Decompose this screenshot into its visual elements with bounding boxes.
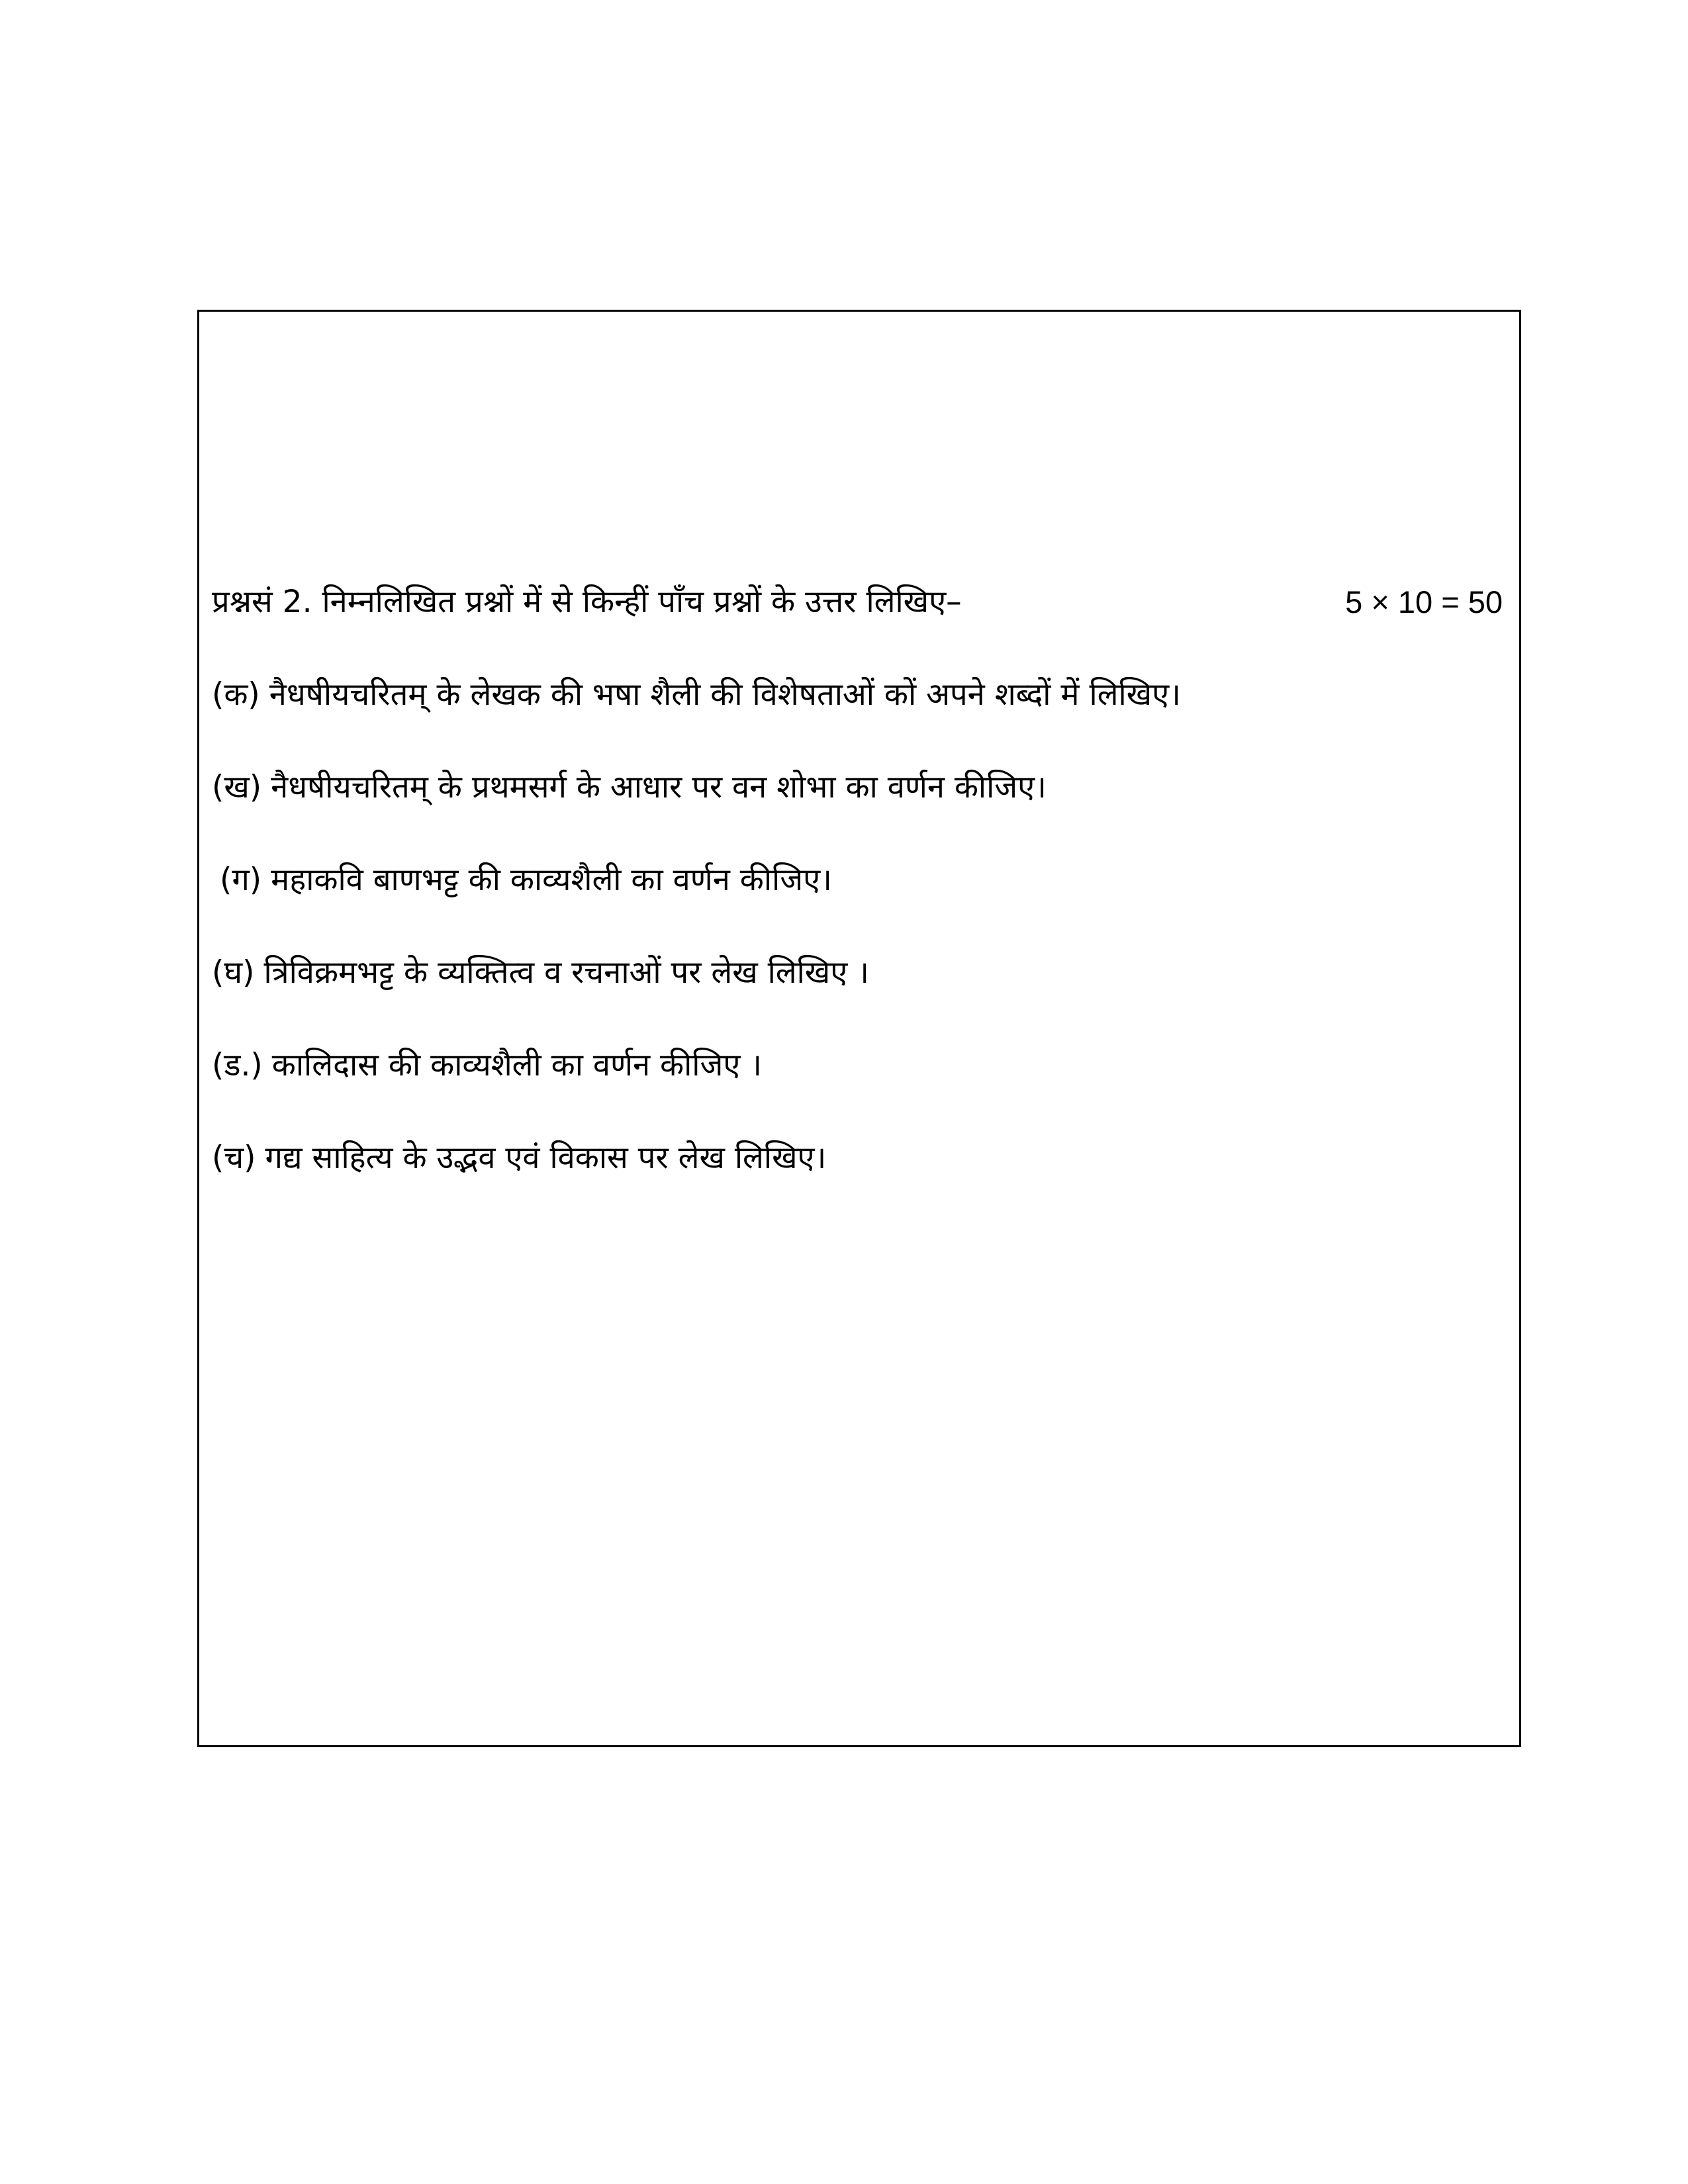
question-item: [212, 953, 869, 993]
item-label: (च): [212, 1140, 256, 1176]
question-box: [197, 310, 1521, 1747]
question-marks: 5 × 10 = 50: [1345, 584, 1503, 619]
question-item: [212, 1046, 762, 1085]
item-label: (क): [212, 676, 260, 713]
question-item: [212, 768, 1047, 807]
item-label: (ड.): [212, 1047, 263, 1083]
item-text: महाकवि बाणभट्ट की काव्यशैली का वर्णन कीजिए।: [271, 862, 832, 898]
item-text: त्रिविक्रमभट्ट के व्यक्तित्व व रचनाओं पर लेख लिखिए ।: [263, 954, 869, 991]
item-label: (घ): [212, 954, 255, 991]
item-text: गद्य साहित्य के उद्भव एवं विकास पर लेख लिखिए।: [265, 1140, 827, 1176]
item-text: नैधषीयचरितम् के लेखक की भषा शैली की विशेषताओं कों अपने शब्दों में लिखिए।: [269, 676, 1181, 713]
item-label: (ग): [220, 862, 262, 898]
question-item: [220, 860, 832, 900]
item-text: नैधषीयचरितम् के प्रथमसर्ग के आधार पर वन शोभा का वर्णन कीजिए।: [271, 769, 1047, 805]
item-text: कालिदास की काव्यशैली का वर्णन कीजिए ।: [271, 1047, 763, 1083]
question-item: [212, 1138, 826, 1178]
question-item: [212, 675, 1181, 715]
item-label: (ख): [212, 769, 262, 805]
question-title: प्रश्नसं 2. निम्नलिखित प्रश्नों में से किन्हीं पाँच प्रश्नों के उत्तर लिखिए–: [212, 584, 962, 620]
